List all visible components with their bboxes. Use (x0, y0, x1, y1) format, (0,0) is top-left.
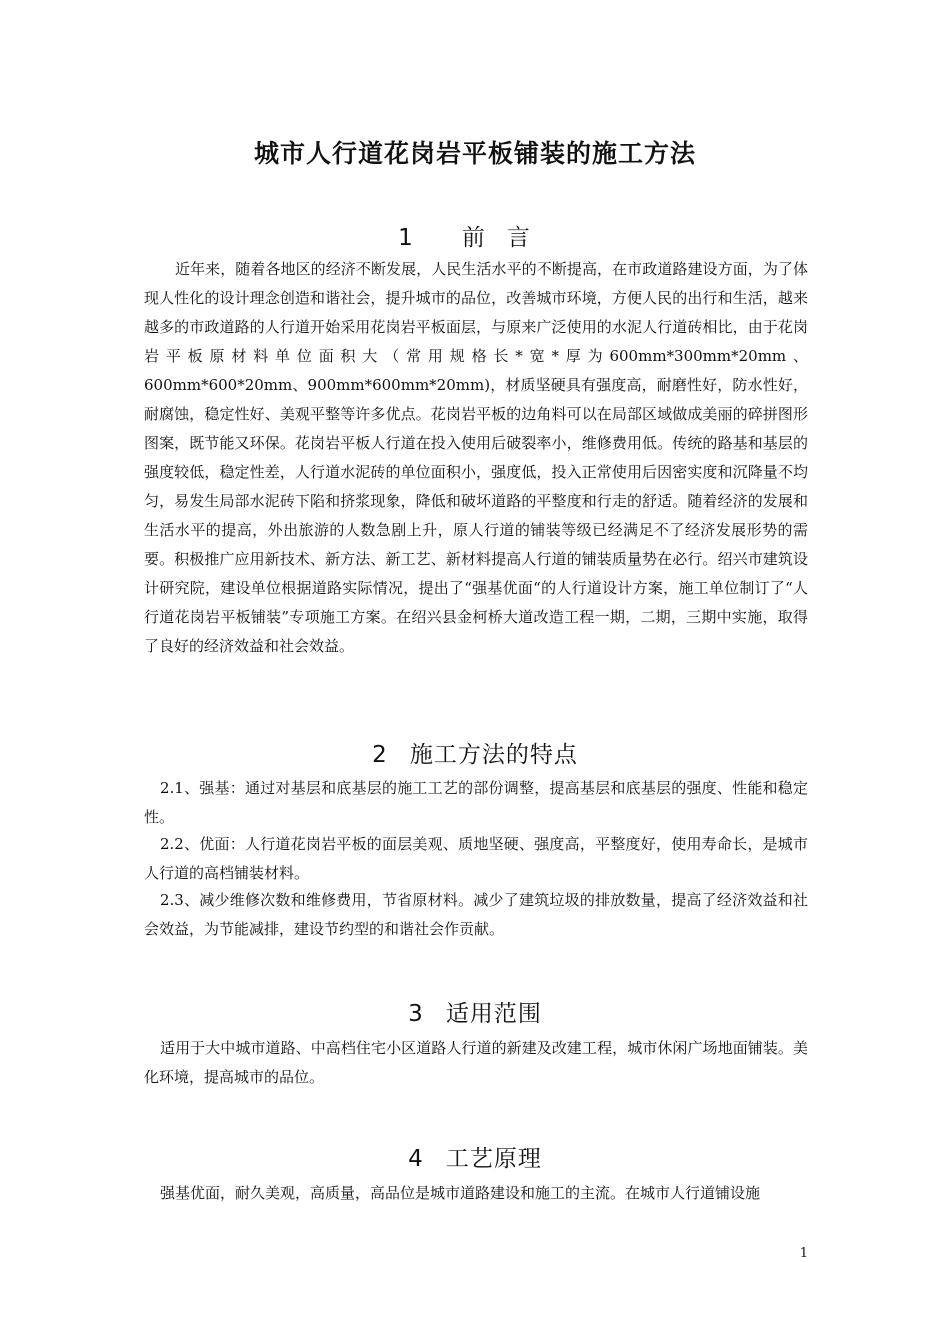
section-1-number: 1 (398, 225, 414, 251)
section-4-title: 工艺原理 (445, 1146, 542, 1172)
section-3-heading (0, 995, 950, 1028)
section-2-paragraph-2: 2.2、优面：人行道花岗岩平板的面层美观、质地坚硬、强度高，平整度好，使用寿命长，是城市人行道的高档铺装材料。 (144, 835, 808, 882)
section-1-paragraph-1: 近年来，随着各地区的经济不断发展，人民生活水平的不断提高，在市政道路建设方面，为了体现人性化的设计理念创造和谐社会，提升城市的品位，改善城市环境，方便人民的出行和生活，越来越多的市政道路的人行道开始采用花岗岩平板面层，与原来广泛使用的水泥人行道砖相比，由于花岗岩平板原材料单位面积大（常用规格长*宽*厚为600mm*300mm*20mm、600mm*600*20mm、900mm*600mm*20mm)，材质坚硬具有强度高，耐磨性好，防水性好，耐腐蚀，稳定性好、美观平整等许多优点。花岗岩平板的边角料可以在局部区域做成美丽的碎拼图形图案，既节能又环保。花岗岩平板人行道在投入使用后破裂率小，维修费用低。传统的路基和基层的强度较低，稳定性差，人行道水泥砖的单位面积小，强度低，投入正常使用后因密实度和沉降量不均匀，易发生局部水泥砖下陷和挤浆现象，降低和破坏道路的平整度和行走的舒适。随着经济的发展和生活水平的提高，外出旅游的人数急剧上升，原人行道的铺装等级已经满足不了经济发展形势的需要。积极推广应用新技术、新方法、新工艺、新材料提高人行道的铺装质量势在必行。绍兴市建筑设计研究院，建设单位根据道路实际情况，提出了“强基优面“的人行道设计方案，施工单位制订了“人行道花岗岩平板铺装”专项施工方案。在绍兴县金柯桥大道改造工程一期，二期，三期中实施，取得了良好的经济效益和社会效益。 (144, 260, 808, 655)
section-3-number: 3 (408, 1001, 424, 1027)
page-number: 1 (799, 1246, 808, 1261)
section-1-title: 前言 (461, 225, 552, 251)
section-3-title: 适用范围 (445, 1001, 542, 1027)
section-4-heading (0, 1140, 950, 1173)
section-4-number: 4 (408, 1146, 424, 1172)
section-2-title: 施工方法的特点 (409, 742, 578, 768)
section-2-paragraph-3: 2.3、减少维修次数和维修费用，节省原材料。减少了建筑垃圾的排放数量，提高了经济效益和社会效益，为节能减排，建设节约型的和谐社会作贡献。 (144, 891, 808, 938)
section-4-paragraph-1: 强基优面，耐久美观，高质量，高品位是城市道路建设和施工的主流。在城市人行道铺设施 (160, 1184, 761, 1202)
section-2-number: 2 (372, 742, 388, 768)
section-2-heading (0, 736, 950, 769)
document-title: 城市人行道花岗岩平板铺装的施工方法 (253, 139, 696, 168)
section-2-paragraph-1: 2.1、强基：通过对基层和底基层的施工工艺的部份调整，提高基层和底基层的强度、性能和稳定性。 (144, 779, 808, 826)
section-3-paragraph-1: 适用于大中城市道路、中高档住宅小区道路人行道的新建及改建工程，城市休闲广场地面铺装。美化环境，提高城市的品位。 (144, 1039, 808, 1086)
section-1-heading (0, 219, 950, 252)
